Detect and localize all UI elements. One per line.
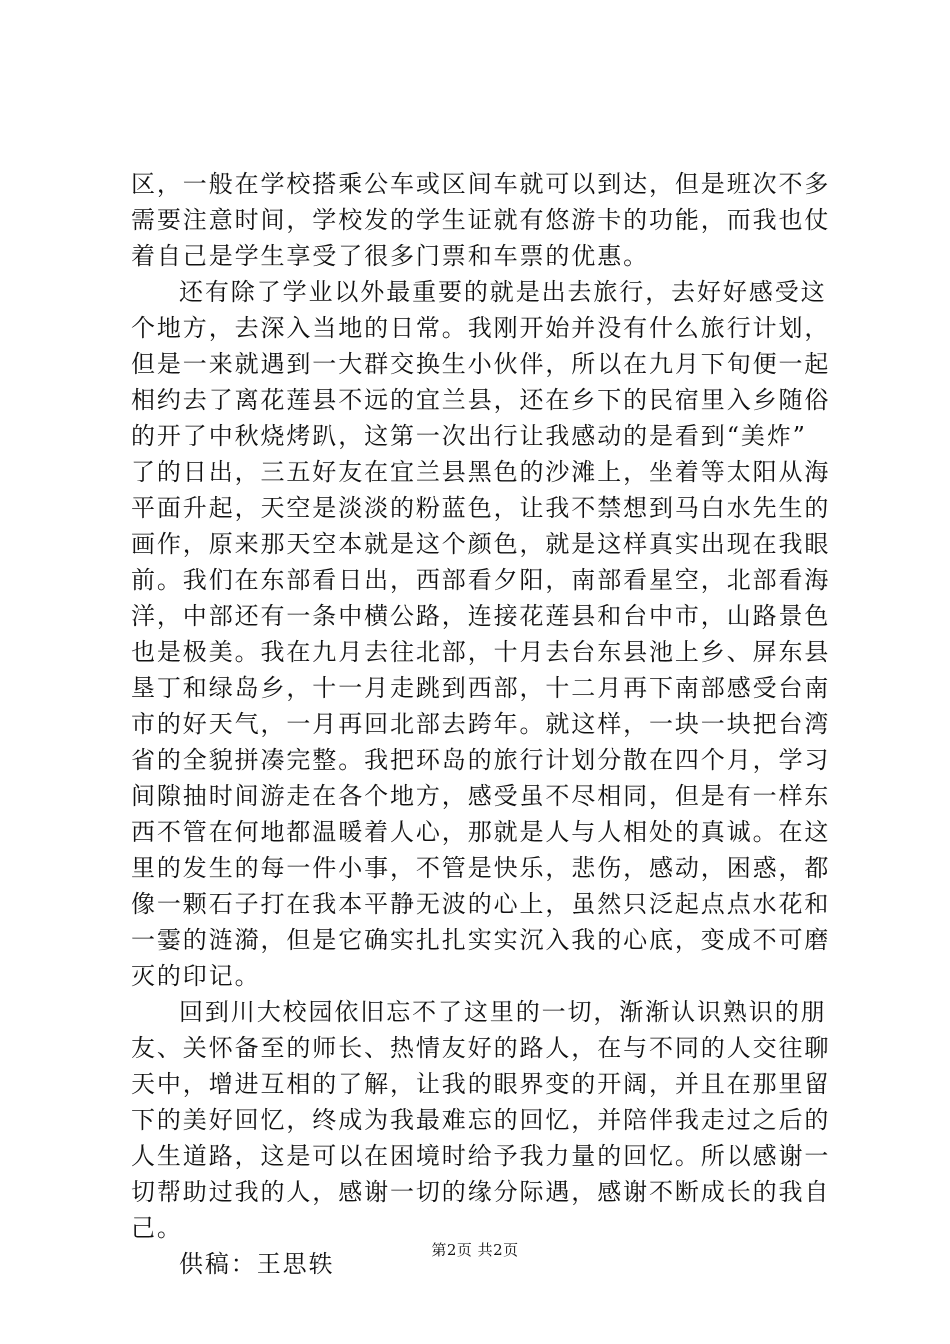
text-line: 区，一般在学校搭乘公车或区间车就可以到达，但是班次不多: [131, 170, 831, 198]
text-line: 一霎的涟漪，但是它确实扎扎实实沉入我的心底，变成不可磨: [131, 926, 831, 954]
text-line: 前。我们在东部看日出，西部看夕阳，南部看星空，北部看海: [131, 566, 831, 594]
text-line: 友、关怀备至的师长、热情友好的路人，在与不同的人交往聊: [131, 1034, 831, 1062]
author-credit: 供稿：王思轶: [179, 1250, 335, 1278]
text-line: 个地方，去深入当地的日常。我刚开始并没有什么旅行计划，: [131, 314, 831, 342]
text-line: 人生道路，这是可以在困境时给予我力量的回忆。所以感谢一: [131, 1142, 831, 1170]
text-line: 相约去了离花莲县不远的宜兰县，还在乡下的民宿里入乡随俗: [131, 386, 831, 414]
text-line: 省的全貌拼凑完整。我把环岛的旅行计划分散在四个月，学习: [131, 746, 831, 774]
text-line: 了的日出，三五好友在宜兰县黑色的沙滩上，坐着等太阳从海: [131, 458, 831, 486]
text-line: 里的发生的每一件小事，不管是快乐，悲伤，感动，困惑，都: [131, 854, 831, 882]
text-line: 天中，增进互相的了解，让我的眼界变的开阔，并且在那里留: [131, 1070, 831, 1098]
text-line: 灭的印记。: [131, 962, 261, 990]
text-line: 市的好天气，一月再回北部去跨年。就这样，一块一块把台湾: [131, 710, 831, 738]
text-line: 洋，中部还有一条中横公路，连接花莲县和台中市，山路景色: [131, 602, 831, 630]
page-number-footer: 第2页 共2页: [431, 1241, 519, 1259]
text-line: 间隙抽时间游走在各个地方，感受虽不尽相同，但是有一样东: [131, 782, 831, 810]
text-line: 像一颗石子打在我本平静无波的心上，虽然只泛起点点水花和: [131, 890, 831, 918]
text-line: 己。: [131, 1214, 183, 1242]
text-line: 着自己是学生享受了很多门票和车票的优惠。: [131, 242, 649, 270]
text-line: 切帮助过我的人，感谢一切的缘分际遇，感谢不断成长的我自: [131, 1178, 831, 1206]
text-line: 下的美好回忆，终成为我最难忘的回忆，并陪伴我走过之后的: [131, 1106, 831, 1134]
article-body: [131, 166, 831, 1282]
text-line: 平面升起，天空是淡淡的粉蓝色，让我不禁想到马白水先生的: [131, 494, 831, 522]
text-line: 西不管在何地都温暖着人心，那就是人与人相处的真诚。在这: [131, 818, 831, 846]
text-line: 垦丁和绿岛乡，十一月走跳到西部，十二月再下南部感受台南: [131, 674, 831, 702]
text-line: 需要注意时间，学校发的学生证就有悠游卡的功能，而我也仗: [131, 206, 831, 234]
text-line: 画作，原来那天空本就是这个颜色，就是这样真实出现在我眼: [131, 530, 831, 558]
paragraph-start-line: 回到川大校园依旧忘不了这里的一切，渐渐认识熟识的朋: [179, 998, 827, 1026]
text-line: 但是一来就遇到一大群交换生小伙伴，所以在九月下旬便一起: [131, 350, 831, 378]
paragraph-start-line: 还有除了学业以外最重要的就是出去旅行，去好好感受这: [179, 278, 827, 306]
text-line: 的开了中秋烧烤趴，这第一次出行让我感动的是看到“美炸”: [131, 422, 807, 450]
text-line: 也是极美。我在九月去往北部，十月去台东县池上乡、屏东县: [131, 638, 831, 666]
